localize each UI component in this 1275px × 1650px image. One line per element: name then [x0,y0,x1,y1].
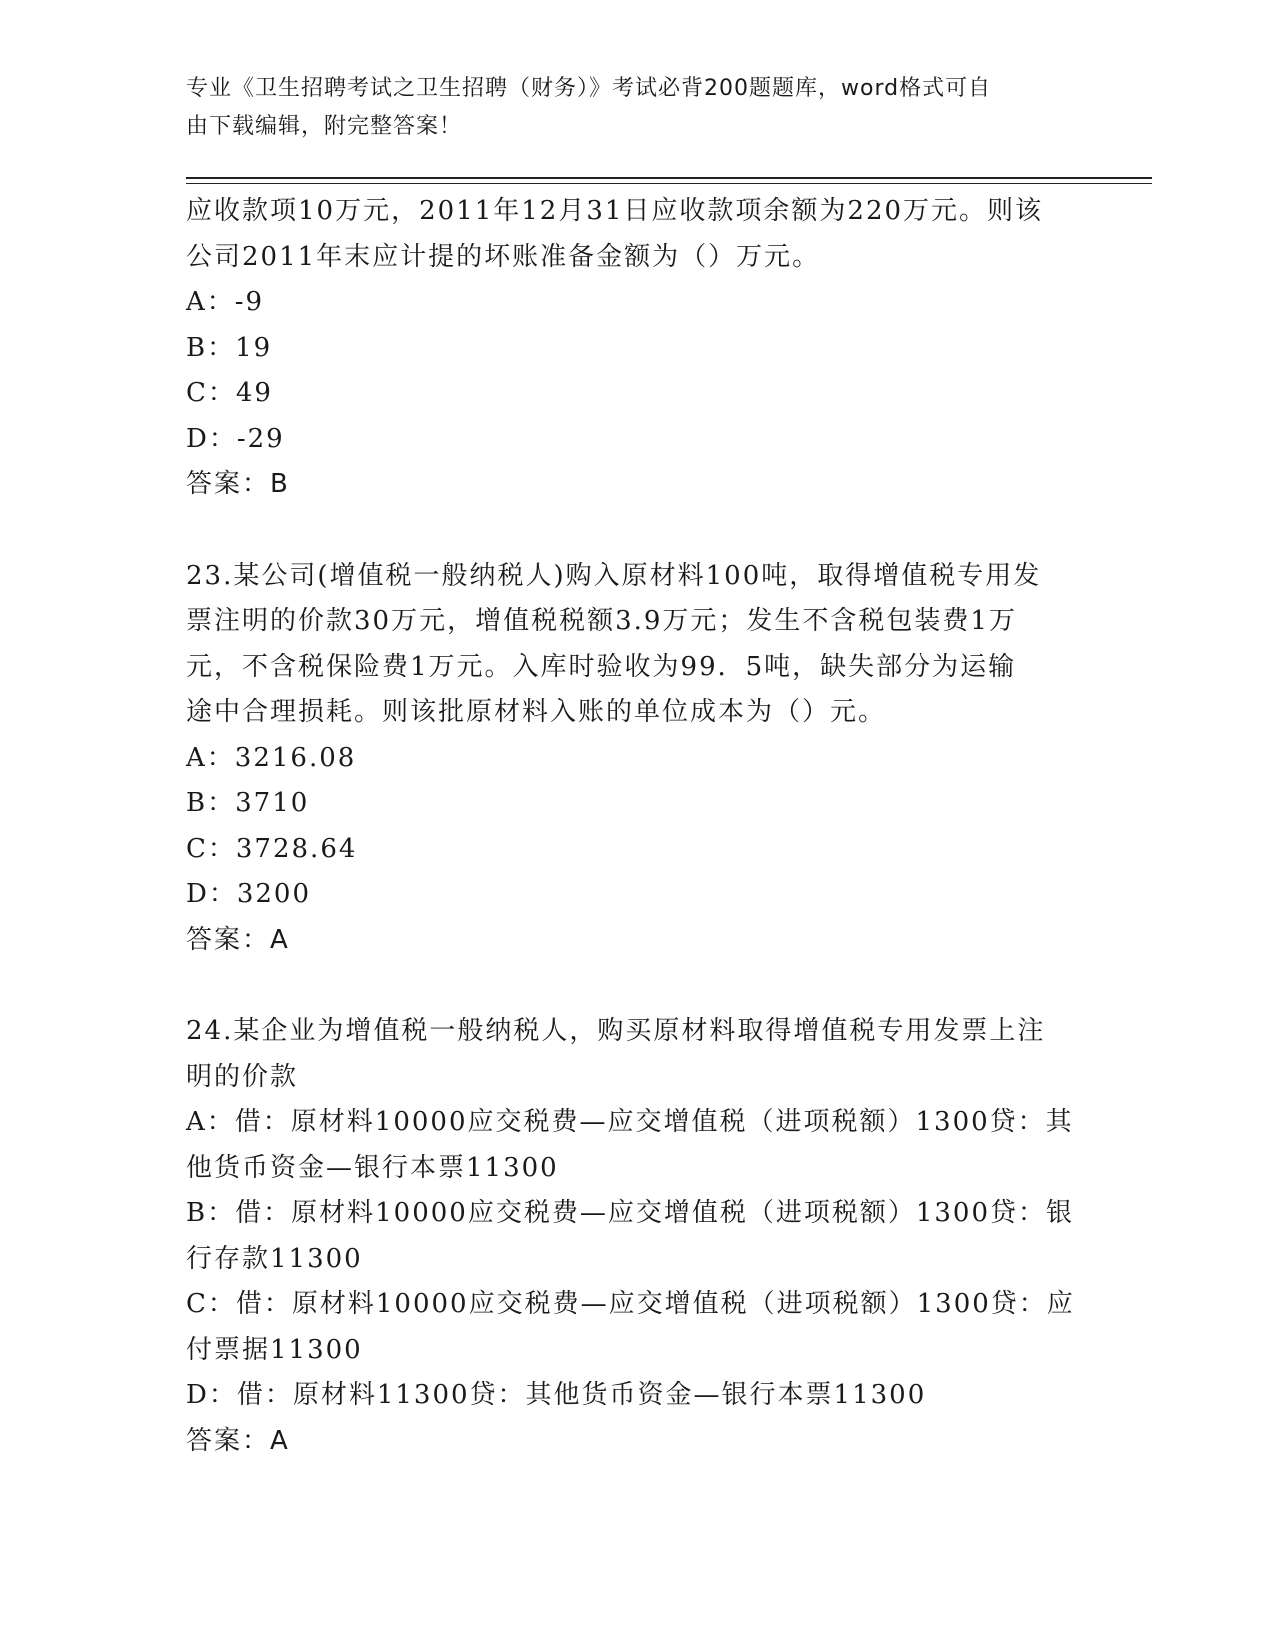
option-a: A：3216.08 [186,742,357,773]
question-text-line: 应收款项10万元，2011年12月31日应收款项余额为220万元。则该 [186,196,1044,226]
question-23 [186,554,1086,964]
document-header [186,70,1066,146]
question-spacer [186,963,1086,1009]
header-line-1: 专业《卫生招聘考试之卫生招聘（财务）》考试必背200题题库，word格式可自 [186,76,992,101]
option-b: B：3710 [186,788,310,818]
question-text-line: 23.某公司(增值税一般纳税人)购入原材料100吨，取得增值税专用发 [186,560,1042,591]
option-d: D：3200 [186,879,312,909]
question-24 [186,1009,1086,1464]
question-text-line: 明的价款 [186,1061,299,1092]
document-body [186,189,1086,1464]
header-rule-thin [186,183,1152,184]
option-a: A：-9 [186,287,265,317]
answer: 答案：A [186,924,290,955]
option-c: C：3728.64 [186,833,358,864]
question-text-line: 24.某企业为增值税一般纳税人，购买原材料取得增值税专用发票上注 [186,1016,1046,1046]
question-spacer [186,508,1086,554]
option-d: D：借：原材料11300贷：其他货币资金—银行本票11300 [186,1380,927,1410]
option-b-continued: 行存款11300 [186,1243,363,1274]
answer: 答案：A [186,1425,290,1456]
header-rule-thick [186,177,1152,179]
question-text-line: 元，不含税保险费1万元。入库时验收为99．5吨，缺失部分为运输 [186,651,1017,682]
question-text-line: 途中合理损耗。则该批原材料入账的单位成本为（）元。 [186,697,887,727]
question-text-line: 公司2011年末应计提的坏账准备金额为（）万元。 [186,241,821,272]
option-b: B：19 [186,332,273,363]
option-d: D：-29 [186,423,285,454]
header-line-2: 由下载编辑，附完整答案！ [186,114,463,139]
option-c: C：借：原材料10000应交税费—应交增值税（进项税额）1300贷：应 [186,1289,1075,1319]
option-a: A：借：原材料10000应交税费—应交增值税（进项税额）1300贷：其 [186,1107,1074,1137]
question-text-line: 票注明的价款30万元，增值税税额3.9万元；发生不含税包装费1万 [186,606,1017,636]
question-22 [186,189,1086,508]
option-c: C：49 [186,378,273,408]
option-a-continued: 他货币资金—银行本票11300 [186,1152,559,1183]
option-b: B：借：原材料10000应交税费—应交增值税（进项税额）1300贷：银 [186,1198,1074,1228]
option-c-continued: 付票据11300 [186,1334,363,1365]
answer: 答案：B [186,469,290,499]
